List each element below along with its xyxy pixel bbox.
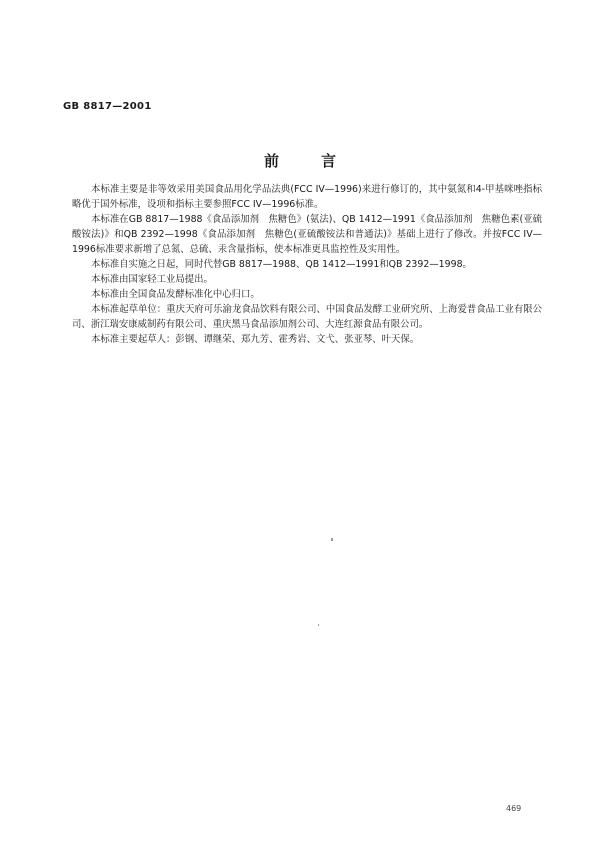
paragraph-supersedes: 本标准自实施之日起，同时代替GB 8817—1988、QB 1412—1991和QB 2392—1998。	[91, 259, 472, 270]
paragraph-proposed-by: 本标准由国家轻工业局提出。	[91, 274, 213, 285]
scan-speck	[331, 538, 333, 541]
paragraph-drafters: 本标准主要起草人：彭钢、谭继荣、郑九芳、霍秀岩、文弋、张亚琴、叶天保。	[91, 334, 420, 345]
page-number: 469	[506, 804, 522, 813]
scan-speck	[318, 624, 319, 626]
foreword-body	[72, 182, 542, 347]
paragraph-adoption: 本标准主要是非等效采用美国食品用化学品法典(FCC IV—1996)来进行修订的，其中氨氮和4-甲基咪唑指标略优于国外标准，设项和指标主要参照FCC IV—1996标准。	[72, 184, 542, 210]
paragraph-revision-basis: 本标准在GB 8817—1988《食品添加剂 焦糖色》(氨法)、QB 1412—1991《食品添加剂 焦糖色素(亚硫酸铵法)》和QB 2392—1998《食品添加剂 焦糖色(亚硫酸铵法和普通法)》基础上进行了修改。并按FCC IV—1996标准要求新增了总氮、总硫、汞含量指标，使本标准更具监控性及实用性。	[72, 214, 542, 255]
title-char-2: 言	[321, 152, 337, 170]
standard-code: GB 8817—2001	[63, 101, 152, 112]
title-char-1: 前	[263, 152, 279, 170]
paragraph-managed-by: 本标准由全国食品发酵标准化中心归口。	[91, 289, 260, 300]
paragraph-drafting-units: 本标准起草单位：重庆天府可乐渝龙食品饮料有限公司、中国食品发酵工业研究所、上海爱普食品工业有限公司、浙江瑞安康威制药有限公司、重庆黑马食品添加剂公司、大连红源食品有限公司。	[72, 304, 542, 330]
page-title	[0, 150, 600, 171]
